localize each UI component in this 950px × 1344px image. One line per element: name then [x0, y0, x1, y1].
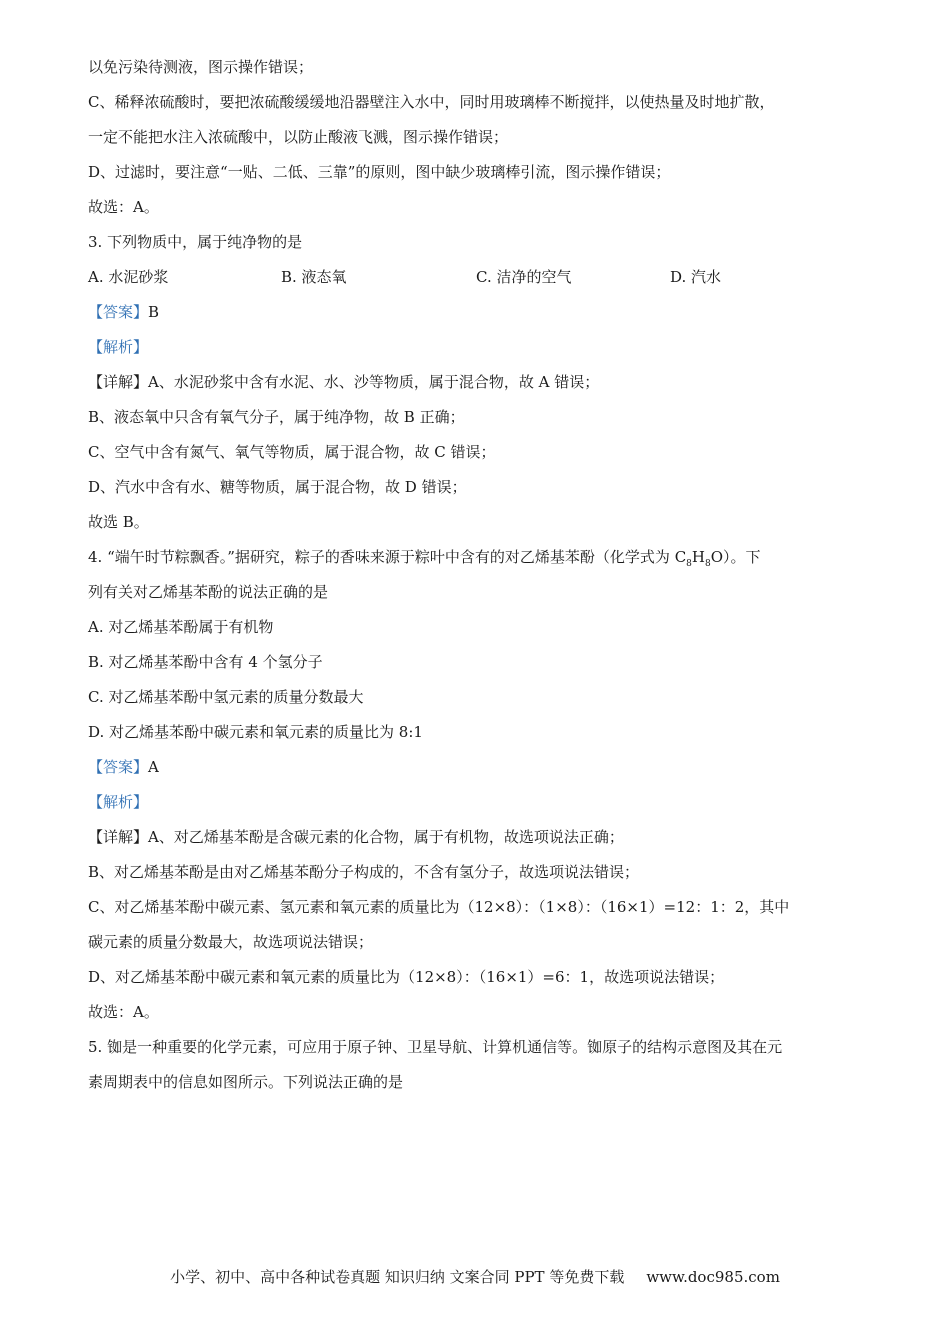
detail-tag: 【详解】: [88, 373, 149, 391]
option-a: A. 水泥砂浆: [88, 268, 169, 286]
option-a: A. 对乙烯基苯酚属于有机物: [88, 618, 274, 636]
text-line: 一定不能把水注入浓硫酸中，以防止酸液飞溅，图示操作错误；: [88, 128, 509, 146]
option-b: B. 液态氧: [281, 268, 347, 286]
detail-line: 碳元素的质量分数最大，故选项说法错误；: [88, 933, 374, 951]
detail-line: B、对乙烯基苯酚是由对乙烯基苯酚分子构成的，不含有氢分子，故选项说法错误；: [88, 863, 640, 881]
answer-line: [88, 750, 868, 785]
answer-tag: 【答案】: [88, 758, 149, 776]
detail-tag: 【详解】: [88, 828, 149, 846]
question-3-stem: 3. 下列物质中，属于纯净物的是: [88, 233, 303, 251]
question-5-stem: 5. 铷是一种重要的化学元素，可应用于原子钟、卫星导航、计算机通信等。铷原子的结构示意图及其在元: [88, 1038, 783, 1056]
question-3-options: [88, 260, 868, 295]
option-d: D. 对乙烯基苯酚中碳元素和氧元素的质量比为 8:1: [88, 723, 423, 741]
option-c: C. 洁净的空气: [476, 268, 572, 286]
answer-value: A: [148, 758, 159, 776]
detail-line: D、汽水中含有水、糖等物质，属于混合物，故 D 错误；: [88, 478, 467, 496]
text-line: C、稀释浓硫酸时，要把浓硫酸缓缓地沿器壁注入水中，同时用玻璃棒不断搅拌，以使热量及时地扩散，: [88, 93, 775, 111]
analysis-tag: 【解析】: [88, 338, 149, 356]
footer-url[interactable]: www.doc985.com: [646, 1268, 780, 1286]
answer-tag: 【答案】: [88, 303, 149, 321]
answer-line: [88, 295, 868, 330]
detail-line: B、液态氧中只含有氧气分子，属于纯净物，故 B 正确；: [88, 408, 465, 426]
detail-line: D、对乙烯基苯酚中碳元素和氧元素的质量比为（12×8）：（16×1）=6：1，故选项说法错误；: [88, 968, 725, 986]
page-footer: [0, 1266, 950, 1287]
detail-line: 故选 B。: [88, 513, 149, 531]
option-b: B. 对乙烯基苯酚中含有 4 个氢分子: [88, 653, 323, 671]
question-4-stem-continued: 列有关对乙烯基苯酚的说法正确的是: [88, 583, 329, 601]
footer-text: 小学、初中、高中各种试卷真题 知识归纳 文案合同 PPT 等免费下载: [170, 1268, 625, 1286]
analysis-tag: 【解析】: [88, 793, 149, 811]
detail-line: C、对乙烯基苯酚中碳元素、氢元素和氧元素的质量比为（12×8）：（1×8）：（16×1）=12：1：2，其中: [88, 898, 790, 916]
detail-line: 【详解】A、对乙烯基苯酚是含碳元素的化合物，属于有机物，故选项说法正确；: [88, 828, 624, 846]
option-d: D. 汽水: [670, 268, 722, 286]
option-c: C. 对乙烯基苯酚中氢元素的质量分数最大: [88, 688, 364, 706]
detail-line: 故选：A。: [88, 1003, 159, 1021]
text-line: 故选：A。: [88, 198, 159, 216]
detail-line: C、空气中含有氮气、氧气等物质，属于混合物，故 C 错误；: [88, 443, 496, 461]
text-line: 以免污染待测液，图示操作错误；: [88, 58, 314, 76]
answer-value: B: [148, 303, 160, 321]
question-5-stem-continued: 素周期表中的信息如图所示。下列说法正确的是: [88, 1073, 404, 1091]
text-line: D、过滤时，要注意“一贴、二低、三靠”的原则，图中缺少玻璃棒引流，图示操作错误；: [88, 163, 671, 181]
detail-line: 【详解】A、水泥砂浆中含有水泥、水、沙等物质，属于混合物，故 A 错误；: [88, 373, 600, 391]
document-page: [88, 50, 868, 1100]
question-4-stem: 4. “端午时节粽飘香。”据研究，粽子的香味来源于粽叶中含有的对乙烯基苯酚（化学式为 $C_8H_8O$）。下: [88, 548, 761, 569]
